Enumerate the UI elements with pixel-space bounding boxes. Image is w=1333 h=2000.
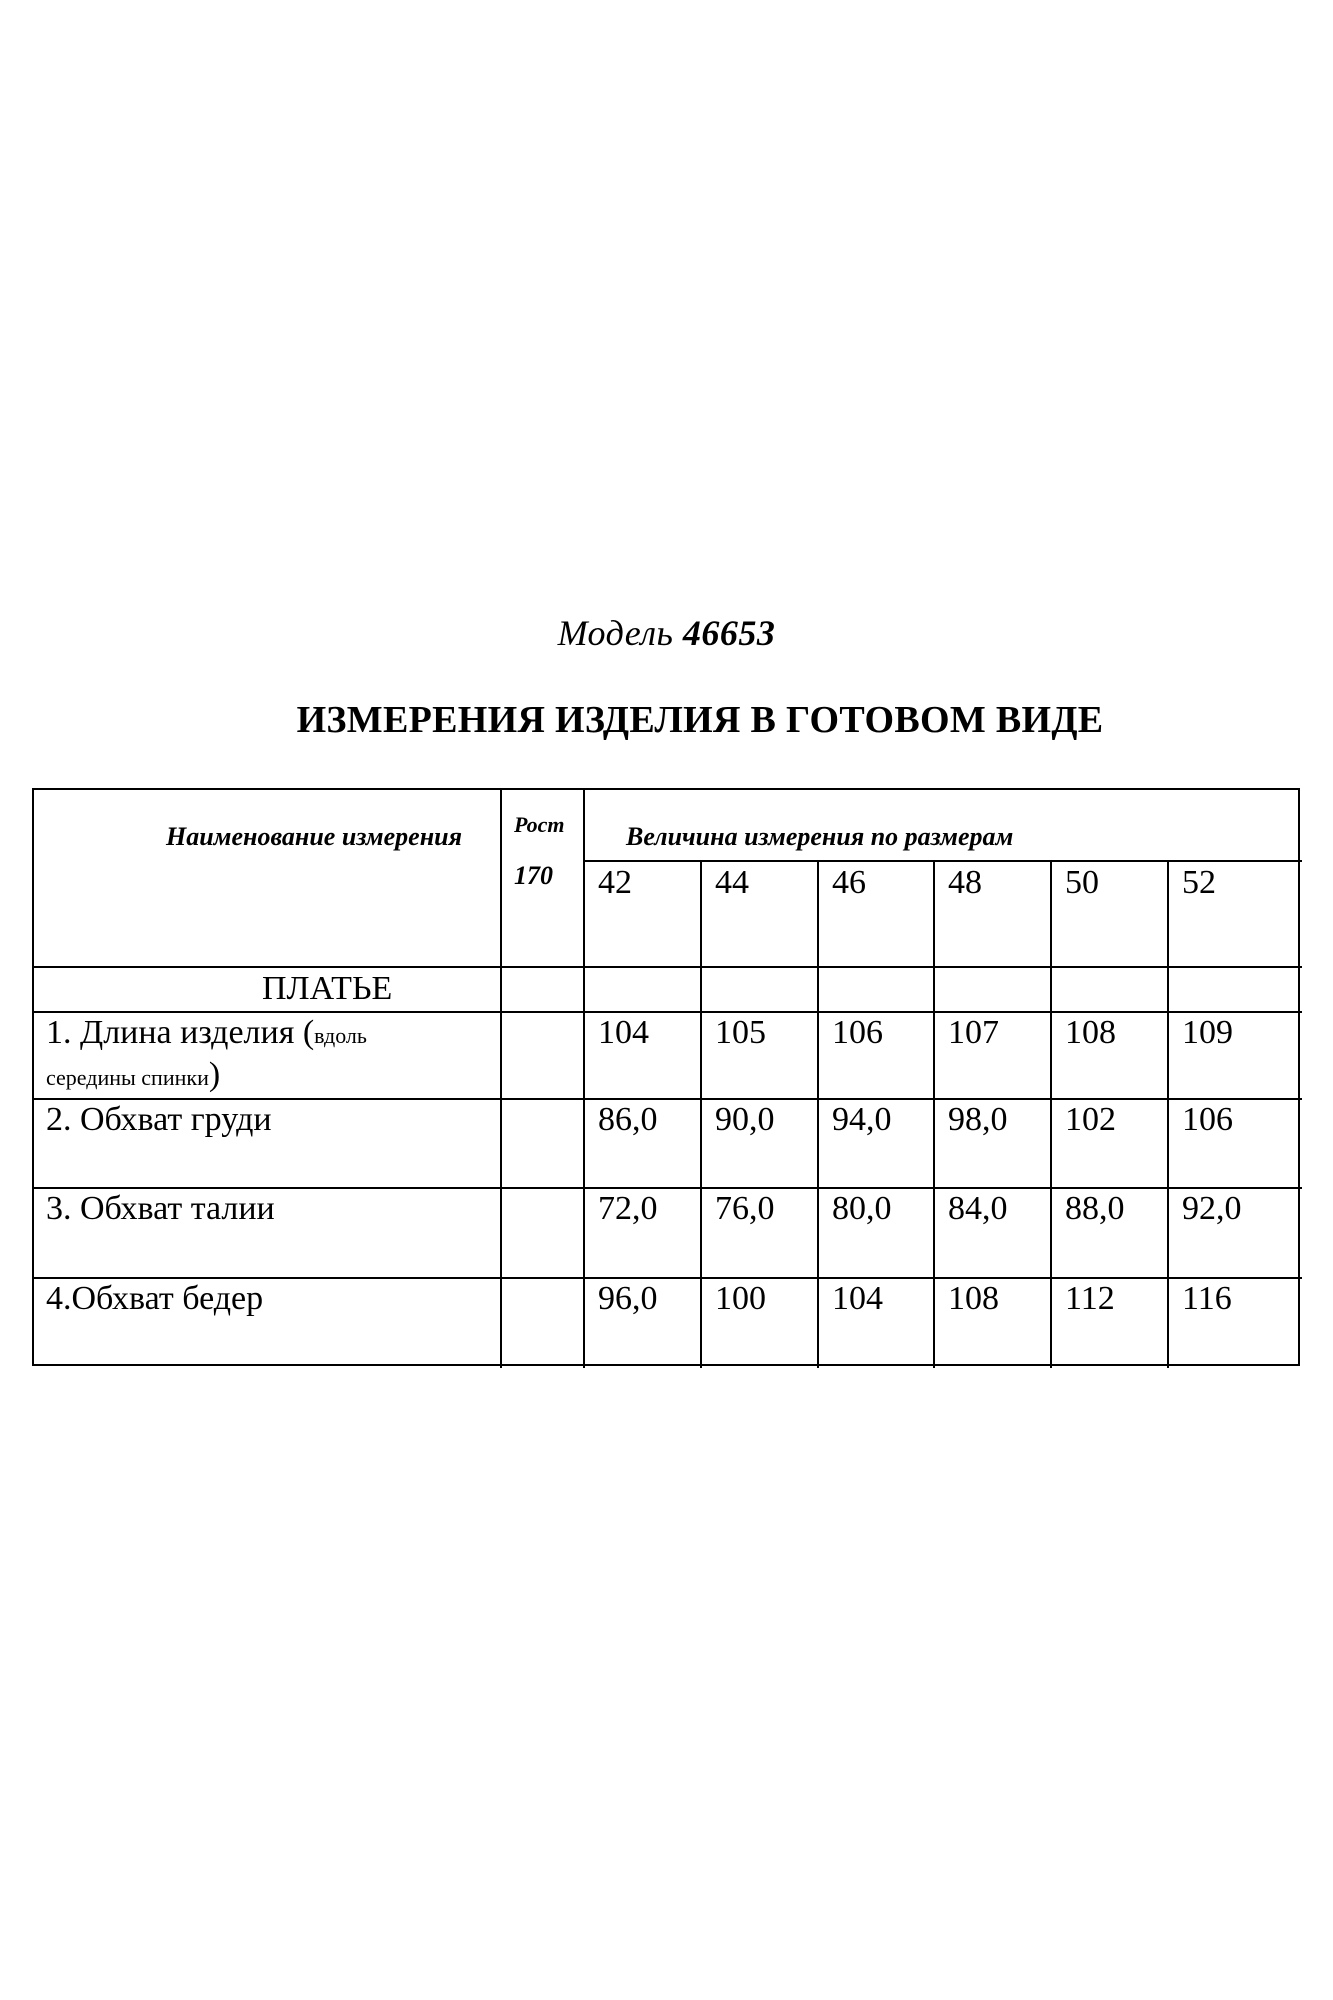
table-cell: 86,0 [598, 1101, 658, 1138]
table-cell: 72,0 [598, 1190, 658, 1227]
size-header: 46 [832, 864, 866, 901]
size-header: 50 [1065, 864, 1099, 901]
table-cell: 116 [1182, 1280, 1232, 1317]
table-cell: 104 [598, 1014, 649, 1051]
measurements-table [32, 788, 1300, 1366]
row-name: 4.Обхват бедер [46, 1280, 264, 1317]
table-cell: 96,0 [598, 1280, 658, 1317]
column-name-header: Наименование измерения [166, 822, 462, 851]
sizes-header: Величина измерения по размерам [626, 822, 1014, 851]
table-cell: 76,0 [715, 1190, 775, 1227]
table-cell: 84,0 [948, 1190, 1008, 1227]
table-cell: 108 [1065, 1014, 1116, 1051]
size-header: 48 [948, 864, 982, 901]
row-name-close: ) [208, 1056, 221, 1093]
table-cell: 90,0 [715, 1101, 775, 1138]
model-label: Модель [557, 613, 674, 653]
table-cell: 102 [1065, 1101, 1116, 1138]
table-cell: 98,0 [948, 1101, 1008, 1138]
table-cell: 109 [1182, 1014, 1233, 1051]
table-cell: 112 [1065, 1280, 1115, 1317]
table-cell: 106 [832, 1014, 883, 1051]
table-cell: 94,0 [832, 1101, 892, 1138]
table-cell: 92,0 [1182, 1190, 1242, 1227]
table-cell: 88,0 [1065, 1190, 1125, 1227]
size-header: 42 [598, 864, 632, 901]
page-title: ИЗМЕРЕНИЯ ИЗДЕЛИЯ В ГОТОВОМ ВИДЕ [296, 699, 1104, 741]
table-cell: 106 [1182, 1101, 1233, 1138]
row-name [46, 1016, 367, 1050]
row-name-continued [46, 1058, 220, 1092]
model-line [0, 612, 1333, 654]
row-name-note: середины спинки [46, 1065, 209, 1090]
model-number: 46653 [682, 613, 776, 653]
table-cell: 105 [715, 1014, 766, 1051]
size-header: 44 [715, 864, 749, 901]
row-name: 2. Обхват груди [46, 1101, 272, 1138]
table-cell: 104 [832, 1280, 883, 1317]
table-cell: 108 [948, 1280, 999, 1317]
table-cell: 107 [948, 1014, 999, 1051]
row-name-text: 1. Длина изделия ( [46, 1014, 315, 1051]
rost-value: 170 [514, 861, 553, 890]
row-name: 3. Обхват талии [46, 1190, 275, 1227]
table-cell: 100 [715, 1280, 766, 1317]
rost-label: Рост [514, 812, 565, 837]
section-label: ПЛАТЬЕ [262, 970, 393, 1007]
table-cell: 80,0 [832, 1190, 892, 1227]
row-name-note: вдоль [314, 1023, 367, 1048]
size-header: 52 [1182, 864, 1216, 901]
